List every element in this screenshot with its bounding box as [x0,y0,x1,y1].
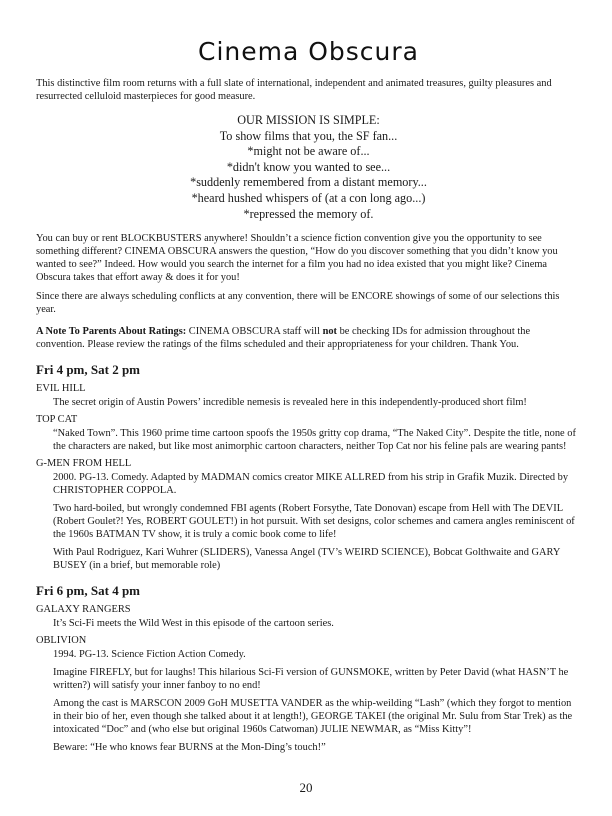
mission-line: *repressed the memory of. [243,206,374,221]
page-title: Cinema Obscura [197,37,419,66]
film-description: It’s Sci-Fi meets the Wild West in this episode of the cartoon series. [53,618,334,630]
mission-heading: OUR MISSION IS SIMPLE: [237,113,380,127]
mission-line: *heard hushed whispers of (at a con long ago...) [191,190,426,205]
parents-note [36,325,581,351]
parents-note-text-after: be checking IDs for admission throughout the convention. Please review the ratings of the films scheduled and their appropriateness for your children. Thank You. [36,326,531,351]
film-title: OBLIVION [36,635,87,647]
mission-line: *suddenly remembered from a distant memory... [190,175,427,190]
document-page [36,0,581,816]
blockbusters-paragraph: You can buy or rent BLOCKBUSTERS anywhere! Shouldn’t a science fiction convention give you the opportunity to see something different? CINEMA OBSCURA answers the question, “How do you discover something that you didn’t know you wanted to see?” Indeed. How would you search the internet for a film you had no idea existed that you might like? Cinema Obscura takes that effort away & does it for you! [36,233,558,284]
parents-note-label: A Note To Parents About Ratings: [36,326,187,338]
mission-statement [36,113,581,222]
session-time: Fri 4 pm, Sat 2 pm [36,362,140,378]
film-description: Among the cast is MARSCON 2009 GoH MUSETTA VANDER as the whip-weilding “Lash” (which they forgot to mention in their bio of her, even though she talked about it at length!), GEORGE TAKEI (the original Mr. Sulu from Star Trek) as the intoxicated “Doc” and (who else but original 1960s Catwoman) JULIE NEWMAR, as “Miss Kitty”! [53,698,573,736]
film-title: TOP CAT [36,414,78,426]
intro-paragraph: This distinctive film room returns with a full slate of international, independent and animated treasures, guilty pleasures and resurrected celluloid masterpieces for good measure. [36,78,552,102]
film-description: The secret origin of Austin Powers’ incredible nemesis is revealed here in this independently-produced short film! [53,397,527,409]
mission-line: *didn't know you wanted to see... [226,159,391,174]
film-description: Imagine FIREFLY, but for laughs! This hilarious Sci-Fi version of GUNSMOKE, written by Peter David (what HASN’T he written?) will satisfy your inner fanboy to no end! [53,667,569,692]
session-time: Fri 6 pm, Sat 4 pm [36,583,140,599]
film-description: 2000. PG-13. Comedy. Adapted by MADMAN comics creator MIKE ALLRED from his strip in Grafik Muzik. Directed by CHRISTOPHER COPPOLA. [53,472,569,497]
mission-line: *might not be aware of... [247,144,370,159]
parents-note-text-before: CINEMA OBSCURA staff will [186,326,323,338]
mission-line: To show films that you, the SF fan... [219,128,398,143]
page-number: 20 [299,780,313,796]
encore-paragraph: Since there are always scheduling conflicts at any convention, there will be ENCORE showings of some of our selections this year. [36,291,560,316]
film-description: 1994. PG-13. Science Fiction Action Comedy. [53,649,246,661]
film-title: G-MEN FROM HELL [36,458,132,470]
film-title: EVIL HILL [36,383,86,395]
film-title: GALAXY RANGERS [36,604,131,616]
film-description: “Naked Town”. This 1960 prime time cartoon spoofs the 1950s gritty cop drama, “The Naked City”. Despite the title, none of the characters are naked, but like most animorphic cartoon characters, neither Top Cat nor his feline pals are wearing pants! [53,428,576,453]
film-description: Two hard-boiled, but wrongly condemned FBI agents (Robert Forsythe, Tate Donovan) escape from Hell with The DEVIL (Robert Goulet?! Yes, ROBERT GOULET!) in hot pursuit. With set designs, color schemes and camera angles reminiscent of the 1960s BATMAN TV show, it is truly a comic book come to life! [53,503,575,541]
film-description: Beware: “He who knows fear BURNS at the Mon-Ding’s touch!” [53,742,326,754]
film-description: With Paul Rodriguez, Kari Wuhrer (SLIDERS), Vanessa Angel (TV’s WEIRD SCIENCE), Bobcat Golthwaite and GARY BUSEY (in a brief, but memorable role) [53,547,560,572]
parents-note-emphasis: not [322,326,337,338]
